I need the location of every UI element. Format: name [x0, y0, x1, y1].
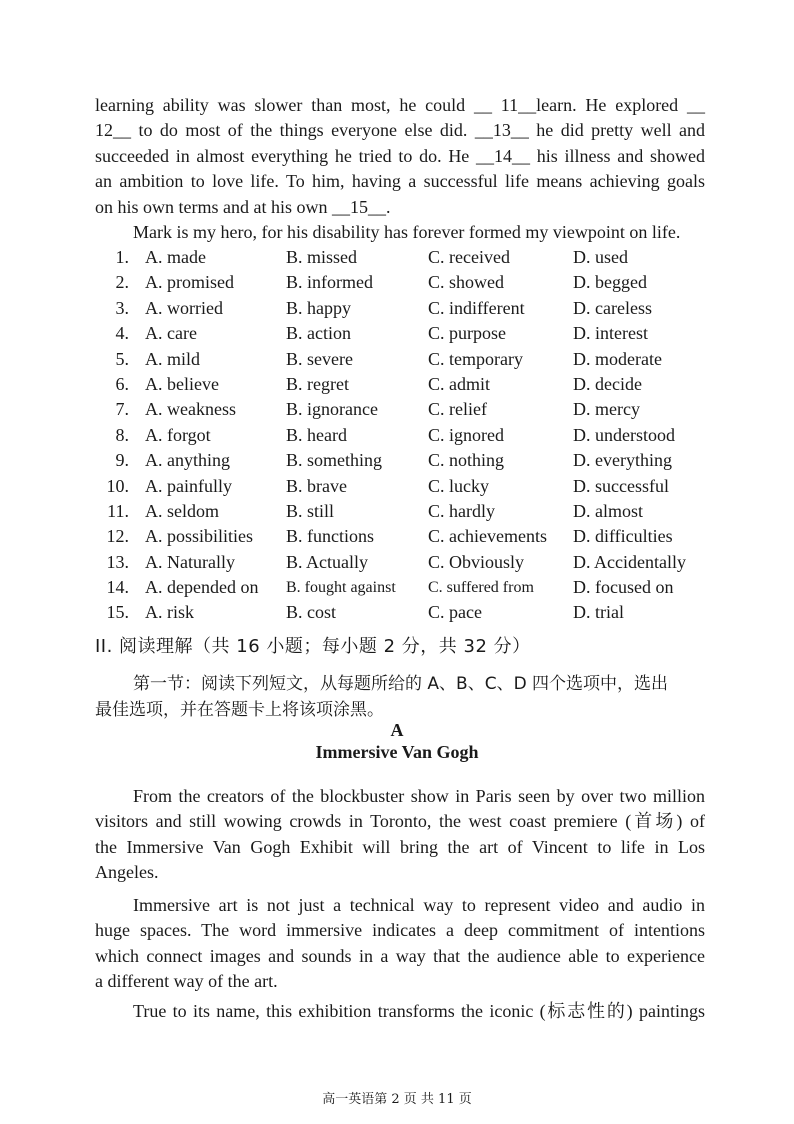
question-number: 15. — [106, 602, 129, 623]
article-line: the Immersive Van Gogh Exhibit will bring the art of Vincent to life in Los — [95, 836, 705, 857]
cloze-passage-end — [95, 93, 705, 245]
article-line: True to its name, this exhibition transforms the iconic (标志性的) paintings — [133, 1001, 705, 1021]
option-a: A. believe — [145, 373, 219, 394]
option-c: C. temporary — [428, 348, 523, 369]
option-d: D. everything — [573, 450, 672, 471]
question-number: 9. — [115, 450, 129, 471]
option-d: D. mercy — [573, 399, 640, 420]
option-row — [95, 448, 715, 473]
passage-line: 12__ to do most of the things everyone else did. __13__ he did pretty well and — [95, 120, 705, 141]
option-c: C. admit — [428, 373, 490, 394]
question-number: 11. — [107, 500, 129, 521]
option-b: B. happy — [286, 297, 351, 318]
option-c: C. ignored — [428, 424, 504, 445]
option-a: A. seldom — [145, 500, 219, 521]
passage-line: succeeded in almost everything he tried to do. He __14__ his illness and showed — [95, 145, 705, 166]
option-c: C. nothing — [428, 450, 505, 471]
option-a: A. depended on — [145, 577, 259, 598]
option-c: C. relief — [428, 399, 487, 420]
option-d: D. focused on — [573, 577, 674, 598]
option-row — [95, 270, 715, 295]
page-footer: 高一英语第 2 页 共 11 页 — [322, 1092, 472, 1107]
option-row — [95, 423, 715, 448]
option-b: B. cost — [286, 602, 337, 623]
option-c: C. hardly — [428, 500, 495, 521]
option-a: A. possibilities — [145, 526, 254, 547]
option-d: D. used — [573, 247, 628, 267]
option-a: A. weakness — [145, 399, 236, 420]
question-number: 2. — [115, 272, 129, 293]
section-title: II. 阅读理解（共 16 小题；每小题 2 分，共 32 分） — [95, 636, 531, 657]
option-d: D. almost — [573, 500, 643, 521]
option-d: D. understood — [573, 424, 675, 445]
option-row — [95, 575, 715, 600]
passage-closing: Mark is my hero, for his disability has forever formed my viewpoint on life. — [133, 222, 681, 243]
option-a: A. promised — [145, 272, 234, 293]
option-d: D. Accidentally — [573, 551, 686, 572]
article-line: From the creators of the blockbuster show in Paris seen by over two million — [133, 786, 705, 806]
passage-line: an ambition to love life. To him, having a successful life means achieving goals — [95, 171, 705, 192]
option-c: C. indifferent — [428, 297, 525, 318]
option-row — [95, 550, 715, 575]
option-row — [95, 245, 715, 270]
option-d: D. careless — [573, 297, 652, 318]
option-a: A. Naturally — [145, 551, 235, 572]
option-row — [95, 296, 715, 321]
option-d: D. successful — [573, 475, 669, 496]
question-number: 6. — [115, 373, 129, 394]
question-number: 10. — [106, 475, 129, 496]
option-row — [95, 600, 715, 625]
article-line: a different way of the art. — [95, 971, 278, 992]
article-paragraph-3 — [95, 999, 705, 1024]
option-row — [95, 397, 715, 422]
option-row — [95, 524, 715, 549]
option-c: C. showed — [428, 272, 504, 293]
section-instruction — [95, 672, 707, 723]
option-b: B. action — [286, 323, 351, 344]
article-line: Angeles. — [95, 862, 159, 883]
article-paragraph-2 — [95, 893, 705, 995]
option-b: B. fought against — [286, 579, 396, 597]
question-number: 4. — [115, 323, 129, 344]
option-a: A. mild — [145, 348, 201, 369]
option-a: A. care — [145, 323, 197, 344]
passage-line: on his own terms and at his own __15__. — [95, 196, 391, 217]
question-number: 3. — [115, 297, 129, 318]
article-line: which connect images and sounds in a way that the audience able to experience — [95, 945, 705, 966]
option-b: B. brave — [286, 475, 347, 496]
option-c: C. lucky — [428, 475, 489, 496]
option-b: B. informed — [286, 272, 373, 293]
option-a: A. forgot — [145, 424, 211, 445]
passage-line: learning ability was slower than most, he could __ 11__learn. He explored __ — [95, 95, 705, 115]
option-a: A. anything — [145, 450, 230, 471]
option-d: D. begged — [573, 272, 647, 293]
option-c: C. pace — [428, 602, 482, 623]
option-b: B. regret — [286, 373, 349, 394]
article-line: Immersive art is not just a technical way to represent video and audio in — [133, 895, 705, 915]
passage-letter: A — [390, 720, 404, 740]
question-number: 12. — [106, 526, 129, 547]
question-number: 5. — [115, 348, 129, 369]
option-d: D. interest — [573, 323, 648, 344]
option-c: C. Obviously — [428, 551, 525, 572]
option-a: A. made — [145, 247, 206, 267]
question-number: 1. — [115, 247, 129, 267]
option-b: B. missed — [286, 247, 358, 267]
instruction-line: 最佳选项，并在答题卡上将该项涂黑。 — [95, 699, 384, 720]
option-d: D. decide — [573, 373, 642, 394]
option-b: B. ignorance — [286, 399, 378, 420]
option-a: A. painfully — [145, 475, 232, 496]
option-d: D. trial — [573, 602, 624, 623]
option-row — [95, 372, 715, 397]
option-d: D. moderate — [573, 348, 662, 369]
option-a: A. worried — [145, 297, 223, 318]
option-b: B. still — [286, 500, 335, 521]
option-d: D. difficulties — [573, 526, 673, 547]
option-c: C. received — [428, 247, 510, 267]
cloze-options — [95, 245, 715, 626]
instruction-line: 第一节：阅读下列短文，从每题所给的 A、B、C、D 四个选项中，选出 — [133, 674, 669, 694]
option-a: A. risk — [145, 602, 194, 623]
article-line: huge spaces. The word immersive indicates a deep commitment of intentions — [95, 920, 705, 941]
option-b: B. heard — [286, 424, 347, 445]
option-b: B. something — [286, 450, 383, 471]
option-row — [95, 347, 715, 372]
option-b: B. severe — [286, 348, 353, 369]
question-number: 7. — [115, 399, 129, 420]
option-b: B. functions — [286, 526, 374, 547]
option-row — [95, 499, 715, 524]
option-c: C. achievements — [428, 526, 547, 547]
question-number: 14. — [106, 577, 129, 598]
article-title: Immersive Van Gogh — [315, 742, 479, 762]
article-paragraph-1 — [95, 784, 705, 886]
option-c: C. purpose — [428, 323, 506, 344]
article-line: visitors and still wowing crowds in Toronto, the west coast premiere (首场) of — [95, 811, 705, 832]
option-row — [95, 474, 715, 499]
option-row — [95, 321, 715, 346]
option-b: B. Actually — [286, 551, 368, 572]
question-number: 8. — [115, 424, 129, 445]
question-number: 13. — [106, 551, 129, 572]
option-c: C. suffered from — [428, 579, 534, 597]
